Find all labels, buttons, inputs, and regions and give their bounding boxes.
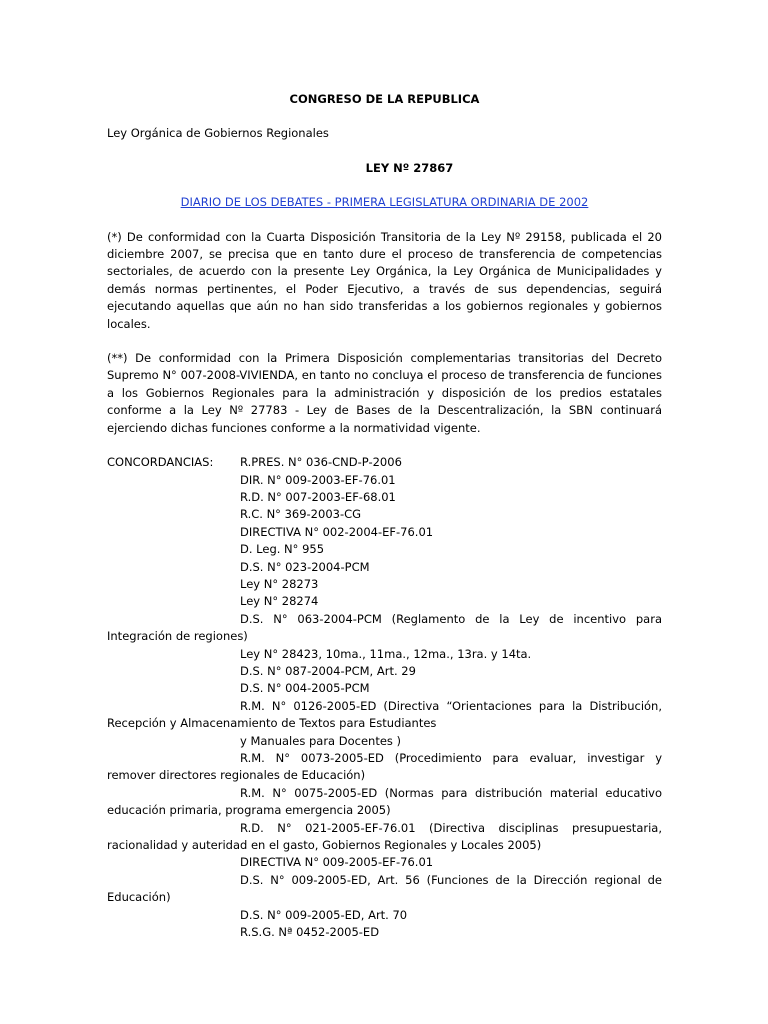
debates-link[interactable]: DIARIO DE LOS DEBATES - PRIMERA LEGISLATURA ORDINARIA DE 2002 [180, 195, 589, 210]
concordancia-item: R.M. N° 0126-2005-ED (Directiva “Orientaciones para la Distribución, Recepción y Almacenamiento de Textos para Estudiantes [107, 698, 662, 731]
document-title: CONGRESO DE LA REPUBLICA [289, 92, 480, 106]
transitory-note-1: (*) De conformidad con la Cuarta Disposición Transitoria de la Ley Nº 29158, publicada el 20 diciembre 2007, se precisa que en tanto dure el proceso de transferencia de competencias sectoriales, de acuerdo con la presente Ley Orgánica, la Ley Orgánica de Municipalidades y demás normas pertinentes, el Poder Ejecutivo, a través de sus dependencias, seguirá ejecutando aquellas que aún no han sido transferidas a los gobiernos regionales y gobiernos locales. [107, 229, 662, 331]
concordancias-label: CONCORDANCIAS: [107, 455, 214, 470]
concordancia-item: R.M. N° 0073-2005-ED (Procedimiento para evaluar, investigar y remover directores regionales de Educación) [107, 751, 662, 783]
concordancia-item: R.M. N° 0075-2005-ED (Normas para distribución material educativo educación primaria, programa emergencia 2005) [107, 785, 662, 818]
concordancia-item: D. Leg. N° 955 [240, 542, 325, 557]
transitory-note-2: (**) De conformidad con la Primera Disposición complementarias transitorias del Decreto Supremo N° 007-2008-VIVIENDA, en tanto no concluya el proceso de transferencia de funciones a los Gobiernos Regionales para la administración y disposición de los predios estatales conforme a la Ley Nº 27783 - Ley de Bases de la Descentralización, la SBN continuará ejerciendo dichas funciones conforme a la normatividad vigente. [107, 351, 662, 435]
concordancia-item: Ley N° 28423, 10ma., 11ma., 12ma., 13ra. y 14ta. [240, 646, 532, 661]
concordancia-item: R.PRES. N° 036-CND-P-2006 [240, 455, 402, 470]
concordancia-item: R.S.G. Nª 0452-2005-ED [240, 925, 380, 940]
concordancia-item: D.S. N° 009-2005-ED, Art. 70 [240, 907, 408, 922]
concordancia-item: D.S. N° 009-2005-ED, Art. 56 (Funciones de la Dirección regional de Educación) [107, 872, 662, 905]
concordancia-item: D.S. N° 004-2005-PCM [240, 681, 370, 696]
concordancia-item: DIR. N° 009-2003-EF-76.01 [240, 472, 396, 487]
concordancia-item: y Manuales para Docentes ) [240, 733, 402, 748]
concordancia-item: DIRECTIVA N° 009-2005-EF-76.01 [240, 855, 434, 870]
concordancia-item: R.D. N° 007-2003-EF-68.01 [240, 489, 396, 504]
concordancia-item: D.S. N° 063-2004-PCM (Reglamento de la Ley de incentivo para Integración de regiones) [107, 611, 662, 644]
concordancia-item: Ley N° 28274 [240, 594, 319, 609]
link-line [107, 194, 662, 211]
concordancia-item: D.S. N° 023-2004-PCM [240, 559, 370, 574]
concordancia-item: Ley N° 28273 [240, 576, 319, 591]
document-subtitle: Ley Orgánica de Gobiernos Regionales [107, 126, 329, 141]
concordancia-item: R.D. N° 021-2005-EF-76.01 (Directiva disciplinas presupuestaria, racionalidad y auteridad en el gasto, Gobiernos Regionales y Locales 2005) [107, 820, 662, 853]
law-number: LEY Nº 27867 [365, 160, 454, 175]
concordancia-item: DIRECTIVA N° 002-2004-EF-76.01 [240, 524, 434, 539]
concordancias-block [107, 454, 662, 941]
concordancia-item: R.C. N° 369-2003-CG [240, 507, 362, 522]
concordancia-item: D.S. N° 087-2004-PCM, Art. 29 [240, 663, 416, 678]
